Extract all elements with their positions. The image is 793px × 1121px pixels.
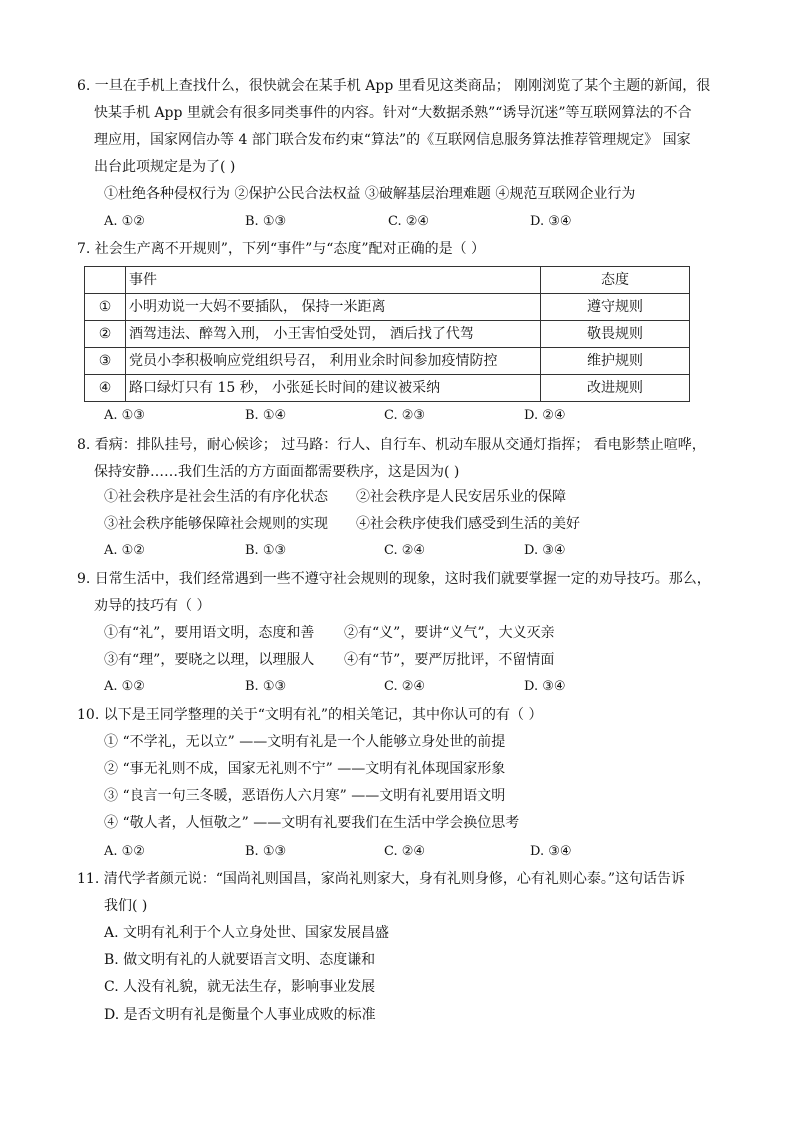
q6-option-a[interactable]: A. ①②	[104, 214, 145, 229]
table-cell: ①	[85, 294, 126, 321]
q7-option-d[interactable]: D. ②④	[524, 408, 566, 423]
q10-item-4: ④ “敬人者，人恒敬之” ——文明有礼要我们在生活中学会换位思考	[104, 815, 520, 831]
q7-event-table	[84, 266, 690, 402]
q7-option-b[interactable]: B. ①④	[245, 408, 287, 423]
q7-stem: 7. 社会生产离不开规则”，下列“事件”与“态度”配对正确的是（ ）	[77, 241, 486, 257]
q10-item-2: ② “事无礼则不成，国家无礼则不宁” ——文明有礼体现国家形象	[104, 761, 506, 777]
q9-option-a[interactable]: A. ①②	[104, 679, 145, 694]
q6-option-d[interactable]: D. ③④	[530, 214, 572, 229]
q11-stem-line-2: 我们( )	[104, 898, 148, 914]
q11-choice-a[interactable]: A. 文明有礼利于个人立身处世、国家发展昌盛	[104, 925, 390, 941]
table-cell: ④	[85, 375, 126, 402]
table-cell: 维护规则	[541, 348, 690, 375]
q10-stem: 10. 以下是王同学整理的关于“文明有礼”的相关笔记，其中你认可的有（ ）	[77, 707, 543, 723]
q10-option-a[interactable]: A. ①②	[104, 844, 145, 859]
q11-choice-b[interactable]: B. 做文明有礼的人就要语言文明、态度谦和	[104, 952, 376, 968]
table-header-cell: 事件	[126, 267, 541, 294]
q6-option-b[interactable]: B. ①③	[245, 214, 287, 229]
q11-stem-line-1: 11. 清代学者颜元说：“国尚礼则国昌，家尚礼则家大，身有礼则身修，心有礼则心泰。”这句话告诉	[77, 871, 686, 887]
q9-item-3: ③有“理”，要晓之以理，以理服人	[104, 652, 315, 668]
q9-option-d[interactable]: D. ③④	[524, 679, 566, 694]
table-cell: ②	[85, 321, 126, 348]
table-cell: ③	[85, 348, 126, 375]
table-cell: 改进规则	[541, 375, 690, 402]
table-row	[85, 348, 690, 375]
q10-item-3: ③ “良言一句三冬暖，恶语伤人六月寒” ——文明有礼要用语文明	[104, 788, 506, 804]
q7-option-c[interactable]: C. ②③	[384, 408, 426, 423]
table-cell: 路口绿灯只有 15 秒， 小张延长时间的建议被采纳	[126, 375, 541, 402]
q8-option-a[interactable]: A. ①②	[104, 543, 145, 558]
q6-option-c[interactable]: C. ②④	[388, 214, 430, 229]
q9-option-b[interactable]: B. ①③	[245, 679, 287, 694]
q9-item-2: ②有“义”，要讲“义气”，大义灭亲	[344, 625, 555, 641]
q7-option-a[interactable]: A. ①③	[104, 408, 145, 423]
q8-item-1: ①社会秩序是社会生活的有序化状态	[104, 489, 328, 505]
q8-item-2: ②社会秩序是人民安居乐业的保障	[356, 489, 566, 505]
q6-stem-line-3: 理应用，国家网信办等 4 部门联合发布约束“算法”的《互联网信息服务算法推荐管理规定》 国家	[94, 132, 691, 148]
q6-stem-line-1: 6. 一旦在手机上查找什么，很快就会在某手机 App 里看见这类商品； 刚刚浏览了某个主题的新闻，很	[77, 78, 711, 94]
table-cell: 遵守规则	[541, 294, 690, 321]
q10-item-1: ① “不学礼，无以立” ——文明有礼是一个人能够立身处世的前提	[104, 734, 506, 750]
q9-item-1: ①有“礼”，要用语文明，态度和善	[104, 625, 315, 641]
table-cell: 敬畏规则	[541, 321, 690, 348]
q9-item-4: ④有“节”，要严厉批评，不留情面	[344, 652, 555, 668]
q11-choice-c[interactable]: C. 人没有礼貌，就无法生存，影响事业发展	[104, 979, 376, 995]
q8-option-d[interactable]: D. ③④	[524, 543, 566, 558]
q6-stem-line-4: 出台此项规定是为了( )	[94, 159, 236, 175]
q6-items: ①杜绝各种侵权行为 ②保护公民合法权益 ③破解基层治理难题 ④规范互联网企业行为	[104, 186, 636, 202]
table-cell: 党员小李积极响应党组织号召， 利用业余时间参加疫情防控	[126, 348, 541, 375]
q8-option-c[interactable]: C. ②④	[384, 543, 426, 558]
q8-stem-line-1: 8. 看病：排队挂号，耐心候诊； 过马路：行人、自行车、机动车服从交通灯指挥； 看电影禁止喧哗，	[77, 437, 706, 453]
q10-option-b[interactable]: B. ①③	[245, 844, 287, 859]
table-row	[85, 294, 690, 321]
table-cell: 小明劝说一大妈不要插队， 保持一米距离	[126, 294, 541, 321]
q10-option-c[interactable]: C. ②④	[384, 844, 426, 859]
table-cell: 酒驾违法、醉驾入刑， 小王害怕受处罚， 酒后找了代驾	[126, 321, 541, 348]
table-header-row	[85, 267, 690, 294]
table-header-cell: 态度	[541, 267, 690, 294]
q9-stem-line-1: 9. 日常生活中，我们经常遇到一些不遵守社会规则的现象，这时我们就要掌握一定的劝导技巧。那么，	[77, 571, 711, 587]
table-row	[85, 321, 690, 348]
q10-option-d[interactable]: D. ③④	[530, 844, 572, 859]
q11-choice-d[interactable]: D. 是否文明有礼是衡量个人事业成败的标准	[104, 1007, 376, 1023]
q9-option-c[interactable]: C. ②④	[384, 679, 426, 694]
q8-stem-line-2: 保持安静……我们生活的方方面面都需要秩序，这是因为( )	[94, 464, 460, 480]
q9-stem-line-2: 劝导的技巧有（ ）	[94, 598, 211, 614]
q8-option-b[interactable]: B. ①③	[245, 543, 287, 558]
q6-stem-line-2: 快某手机 App 里就会有很多同类事件的内容。针对“大数据杀熟”“诱导沉迷”等互联网算法的不合	[94, 105, 692, 121]
table-row	[85, 375, 690, 402]
table-header-cell	[85, 267, 126, 294]
q8-item-4: ④社会秩序使我们感受到生活的美好	[356, 516, 580, 532]
q8-item-3: ③社会秩序能够保障社会规则的实现	[104, 516, 328, 532]
